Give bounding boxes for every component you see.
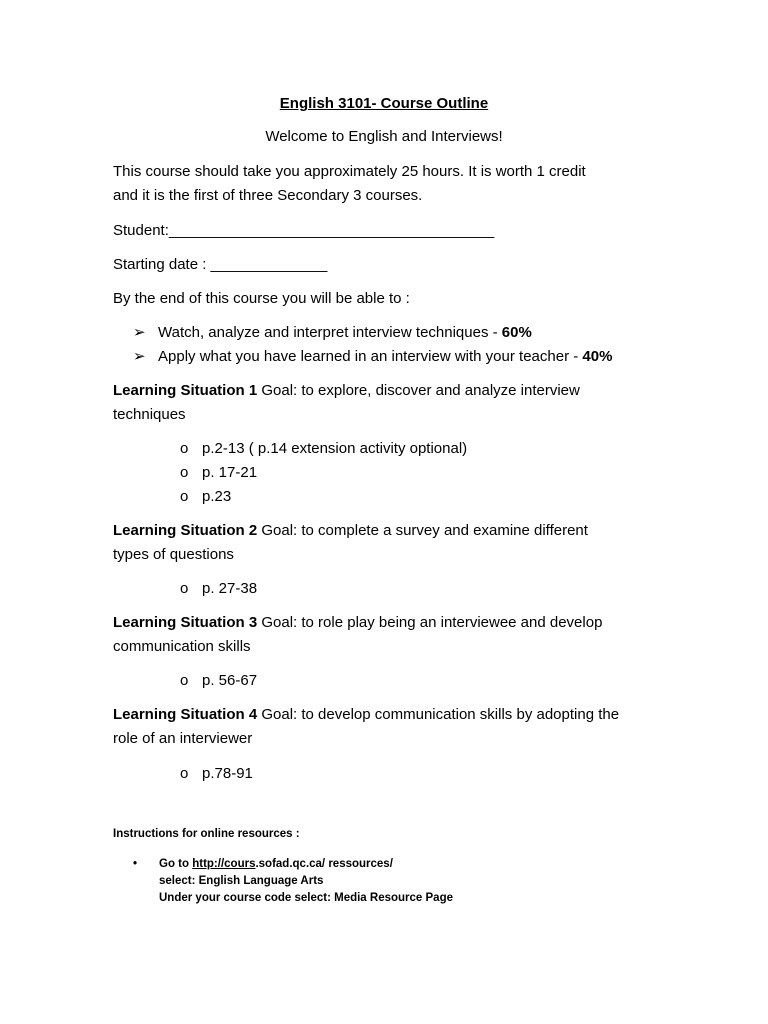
situation-goal-cont: techniques [113,406,186,423]
situation-goal-cont: communication skills [113,638,251,655]
online-resources-heading: Instructions for online resources : [113,828,300,840]
page-range: p. 56-67 [202,672,258,689]
circle-bullet-icon: o [180,580,189,597]
learning-situation-4 [113,703,673,751]
page-range-item [180,437,467,461]
select-line: select: English Language Arts [159,875,324,887]
objective-item [133,321,532,345]
situation-label: Learning Situation 3 [113,614,258,631]
situation-goal-cont: role of an interviewer [113,730,253,747]
page-title: English 3101- Course Outline [279,95,489,112]
page-range-item [180,577,257,601]
circle-bullet-icon: o [180,440,189,457]
situation-label: Learning Situation 2 [113,522,258,539]
objective-item [133,345,612,369]
intro-line-2: and it is the first of three Secondary 3 courses. [113,187,423,204]
objective-weight: 60% [501,324,532,341]
page-range: p.23 [202,488,232,505]
resource-link-rest: .sofad.qc.ca/ ressources/ [255,858,393,870]
page-range: p.2-13 ( p.14 extension activity optional) [202,440,468,457]
situation-goal: Goal: to explore, discover and analyze interview [257,382,580,399]
intro-line-1: This course should take you approximately 25 hours. It is worth 1 credit [113,163,586,180]
course-code-line: Under your course code select: Media Resource Page [159,892,453,904]
objective-text: Watch, analyze and interpret interview techniques - [158,324,502,341]
learning-situation-3 [113,611,673,659]
circle-bullet-icon: o [180,464,189,481]
circle-bullet-icon: o [180,672,189,689]
starting-date-field: Starting date : ______________ [113,256,328,273]
welcome-text: Welcome to English and Interviews! [265,128,503,145]
page-range: p. 27-38 [202,580,258,597]
situation-label: Learning Situation 4 [113,706,258,723]
learning-situation-1 [113,379,673,427]
circle-bullet-icon: o [180,488,189,505]
resource-link[interactable]: http://cours [192,858,256,870]
learning-situation-2 [113,519,673,567]
bullet-icon: • [133,858,138,870]
arrow-bullet-icon: ➢ [133,324,146,341]
page-range: p.78-91 [202,765,253,782]
objectives-intro: By the end of this course you will be able to : [113,290,410,307]
page-range-item [180,485,231,509]
intro-paragraph [113,160,673,208]
objective-weight: 40% [582,348,613,365]
objective-text: Apply what you have learned in an interview with your teacher - [158,348,583,365]
go-to-label: Go to [159,858,193,870]
page-range-item [180,762,253,786]
page-range-item [180,461,257,485]
situation-goal: Goal: to role play being an interviewee and develop [257,614,603,631]
situation-goal-cont: types of questions [113,546,234,563]
arrow-bullet-icon: ➢ [133,348,146,365]
resource-instructions [159,856,453,907]
situation-goal: Goal: to develop communication skills by adopting the [257,706,620,723]
page-range: p. 17-21 [202,464,258,481]
student-field: Student:_______________________________________ [113,222,495,239]
page-range-item [180,669,257,693]
circle-bullet-icon: o [180,765,189,782]
situation-label: Learning Situation 1 [113,382,258,399]
situation-goal: Goal: to complete a survey and examine different [257,522,588,539]
